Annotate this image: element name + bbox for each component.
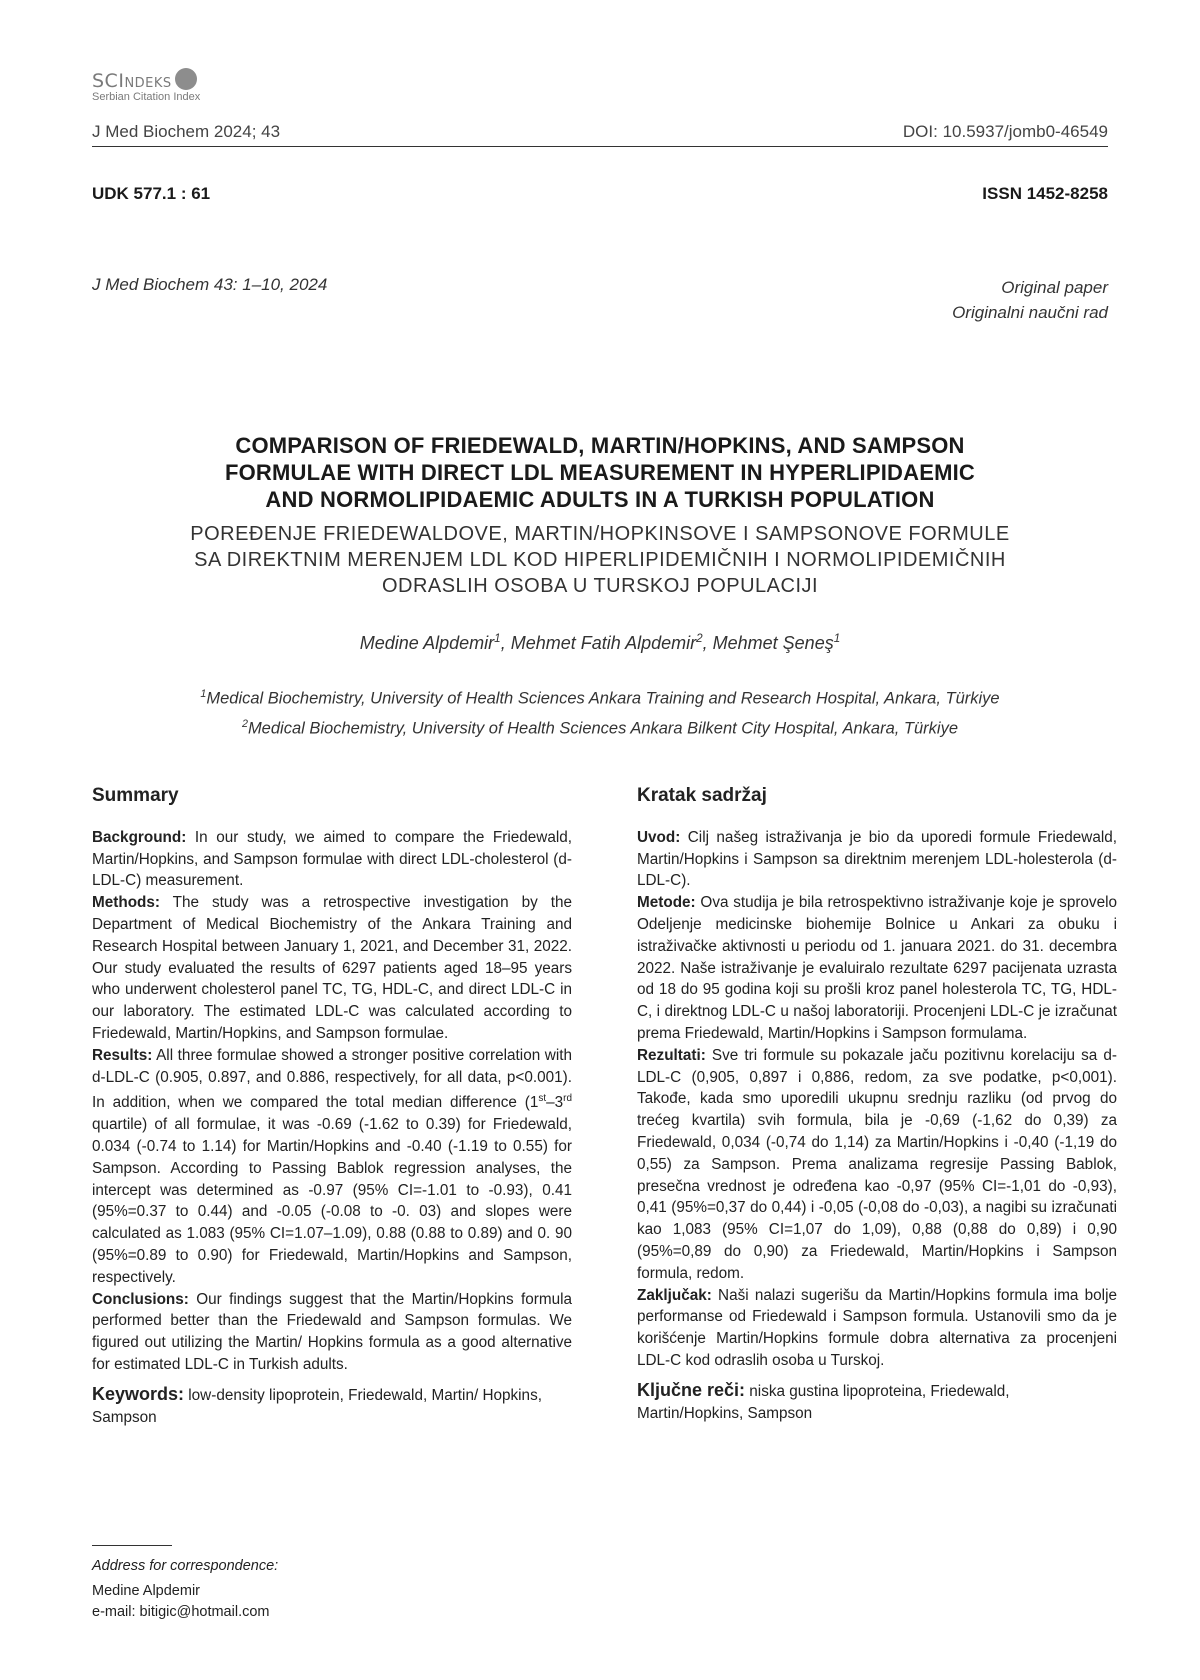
authors [92, 632, 1108, 654]
journal-citation: J Med Biochem 43: 1–10, 2024 [92, 275, 328, 294]
affil-sup: 1 [200, 688, 207, 700]
conclusions-label: Conclusions: [92, 1290, 189, 1308]
title-serbian [92, 521, 1108, 599]
kratak-kljucne-reci [637, 1380, 1117, 1425]
summary-column [92, 785, 572, 1428]
doi-header: DOI: 10.5937/jomb0-46549 [902, 122, 1108, 141]
zakljucak-text: Naši nalazi sugerišu da Martin/Hopkins formula ima bolje performanse od Friedewald i Sampson formula. Ustanovili smo da je korišćenje Martin/Hopkins formule dobra alternativa za procenjeni LDL-C kod odraslih osoba u Turskoj. [637, 1286, 1117, 1369]
logo-name-small: NDEKS [124, 76, 172, 91]
rezultati-text: Sve tri formule su pokazale jaču pozitivnu korelaciju sa d-LDL-C (0,905, 0,897 i 0,886, redom, za sve podatke, p<0,001). Takođe, kada smo uporedili ukupnu srednju razliku (od prvog do trećeg kvartila) svih formula, bila je -0,69 (-1,62 do 0,39) za Friedewald, 0,034 (-0,74 do 1,14) za Martin/Hopkins i -0,40 (-1,19 do 0,55) za Sampson. Prema analizama regresije Passing Bablok, presečna vrednost je određena kao -0,97 (95% CI=-1,01 do -0,93), 0,41 (95%=0,37 do 0,44) i -0,05 (-0,08 do -0,03), a nagibi su izračunati kao 1,083 (95% CI=1,07 do 1,09), 0,88 (0,88 do 0,89) i 0,90 (95%=0,89 do 0,90) za Friedewald, Martin/Hopkins i Sampson formula, redom. [637, 1046, 1117, 1282]
header-rule [92, 146, 1108, 147]
issn-code: ISSN 1452-8258 [982, 184, 1108, 203]
logo-subtitle: Serbian Citation Index [92, 90, 201, 103]
summary-results [92, 1045, 572, 1289]
title-sr-line: POREĐENJE FRIEDEWALDOVE, MARTIN/HOPKINSOVE I SAMPSONOVE FORMULE [190, 523, 1010, 545]
title-sr-line: ODRASLIH OSOBA U TURSKOJ POPULACIJI [381, 575, 819, 597]
title-en-line: FORMULAE WITH DIRECT LDL MEASUREMENT IN HYPERLIPIDAEMIC [224, 460, 976, 485]
results-sup: st [538, 1093, 547, 1105]
logo-name-main: SCI [92, 70, 125, 92]
metode-text: Ova studija je bila retrospektivno istraživanje koje je sprovelo Odeljenje medicinske biohemije Bolnice u Ankari za obuku i istraživačke aktivnosti u periodu od 1. januara 2021. do 31. decembra 2022. Naše istraživanje je evaluiralo rezultate 6297 pacijenata uzrasta od 18 do 95 godina koji su prošli kroz panel holesterola TC, TG, HDL-C, i direktnog LDL-C u našoj laboratoriji. Procenjeni LDL-C je izračunat prema Friedewald, Martin/Hopkins i Sampson formulama. [637, 894, 1117, 1042]
keywords-label: Keywords: [92, 1383, 185, 1404]
keywords-text: low-density lipoprotein, Friedewald, Martin/ Hopkins, Sampson [92, 1386, 542, 1426]
rezultati-label: Rezultati: [637, 1046, 706, 1064]
title-block [92, 432, 1108, 599]
paper-type-en: Original paper [1001, 278, 1108, 297]
author-name: Mehmet Şeneş [712, 633, 834, 653]
results-label: Results: [92, 1046, 153, 1064]
globe-icon [175, 68, 197, 90]
journal-header: J Med Biochem 2024; 43 [92, 122, 281, 141]
summary-keywords [92, 1384, 572, 1429]
kljucne-label: Ključne reči: [637, 1379, 746, 1400]
zakljucak-label: Zaključak: [637, 1286, 712, 1304]
kratak-uvod [637, 827, 1117, 892]
kratak-heading: Kratak sadržaj [637, 785, 767, 806]
uvod-label: Uvod: [637, 828, 681, 846]
kratak-rezultati [637, 1045, 1117, 1285]
affiliation [92, 682, 1108, 712]
author-sup: 1 [494, 632, 501, 645]
affil-text: Medical Biochemistry, University of Health Sciences Ankara Training and Research Hospital, Ankara, Türkiye [206, 689, 1000, 708]
kratak-zakljucak [637, 1285, 1117, 1372]
summary-heading: Summary [92, 785, 179, 806]
uvod-text: Cilj našeg istraživanja je bio da uporedi formule Friedewald, Martin/Hopkins i Sampson sa direktnim merenjem LDL-holesterola (d-LDL-C). [637, 828, 1117, 890]
author-sep: , [702, 633, 713, 653]
author-name: Medine Alpdemir [359, 633, 495, 653]
paper-type-sr: Originalni naučni rad [952, 303, 1108, 322]
correspondence-email: e-mail: bitigic@hotmail.com [92, 1604, 270, 1620]
results-text: –3 [546, 1094, 564, 1112]
affil-sup: 2 [241, 717, 248, 730]
author-sup: 2 [696, 632, 703, 645]
author-sup: 1 [833, 632, 841, 645]
kratak-sadrzaj-column [637, 785, 1117, 1424]
metode-label: Metode: [637, 894, 696, 912]
title-en-line: COMPARISON OF FRIEDEWALD, MARTIN/HOPKINS, AND SAMPSON [235, 433, 965, 458]
affil-text: Medical Biochemistry, University of Health Sciences Ankara Bilkent City Hospital, Ankara, Türkiye [247, 719, 959, 737]
methods-text: The study was a retrospective investigation by the Department of Medical Biochemistry of the Ankara Training and Research Hospital between January 1, 2021, and December 31, 2022. Our study evaluated the results of 6297 patients aged 18–95 years who underwent cholesterol panel TC, TG, HDL-C, and direct LDL-C in our laboratory. The estimated LDL-C was calculated according to Friedewald, Martin/Hopkins, and Sampson formulae. [92, 894, 572, 1042]
author-name: Mehmet Fatih Alpdemir [510, 633, 697, 653]
background-text: In our study, we aimed to compare the Friedewald, Martin/Hopkins, and Sampson formulae with direct LDL-cholesterol (d-LDL-C) measurement. [92, 828, 572, 890]
author-sep: , [500, 633, 511, 653]
paper-type [952, 275, 1108, 325]
sci-index-logo [92, 70, 200, 103]
background-label: Background: [92, 828, 187, 846]
footnote-rule [92, 1545, 172, 1546]
correspondence-name: Medine Alpdemir [92, 1583, 200, 1599]
results-text: All three formulae showed a stronger positive correlation with d-LDL-C (0.905, 0.897, and 0.886, respectively, for all data, p<0.001). In addition, when we compared the total median difference (1 [92, 1046, 572, 1112]
title-english [92, 432, 1108, 513]
correspondence-footnote [92, 1556, 278, 1623]
summary-methods [92, 892, 572, 1045]
correspondence-label: Address for correspondence: [92, 1558, 279, 1574]
methods-label: Methods: [92, 894, 160, 912]
kljucne-text: niska gustina lipoproteina, Friedewald, Martin/Hopkins, Sampson [637, 1382, 1010, 1422]
summary-background [92, 827, 572, 892]
kratak-metode [637, 892, 1117, 1045]
summary-conclusions [92, 1289, 572, 1376]
title-en-line: AND NORMOLIPIDAEMIC ADULTS IN A TURKISH POPULATION [265, 487, 935, 512]
affiliation [92, 712, 1108, 742]
title-sr-line: SA DIREKTNIM MERENJEM LDL KOD HIPERLIPIDEMIČNIH I NORMOLIPIDEMIČNIH [194, 549, 1006, 571]
conclusions-text: Our findings suggest that the Martin/Hopkins formula performed better than the Friedewald and Sampson formulas. We figured out utilizing the Martin/ Hopkins formula as a good alternative for estimated LDL-C in Turkish adults. [92, 1290, 572, 1374]
affiliations [92, 682, 1108, 741]
udk-code: UDK 577.1 : 61 [92, 184, 211, 203]
results-text: quartile) of all formulae, it was -0.69 (-1.62 to 0.39) for Friedewald, 0.034 (-0.74 to 1.14) for Martin/Hopkins and -0.40 (-1.19 to 0.55) for Sampson. According to Passing Bablok regression analyses, the intercept was determined as -0.97 (95% CI=-1.01 to -0.93), 0.41 (95%=0.37 to 0.44) and -0.05 (-0.08 to -0. 03) and slopes were calculated as 1.083 (95% CI=1.07–1.09), 0.88 (0.88 to 0.89) and 0. 90 (95%=0.89 to 0.90) for Friedewald, Martin/Hopkins and Sampson, respectively. [92, 1116, 572, 1286]
results-sup: rd [563, 1093, 572, 1105]
